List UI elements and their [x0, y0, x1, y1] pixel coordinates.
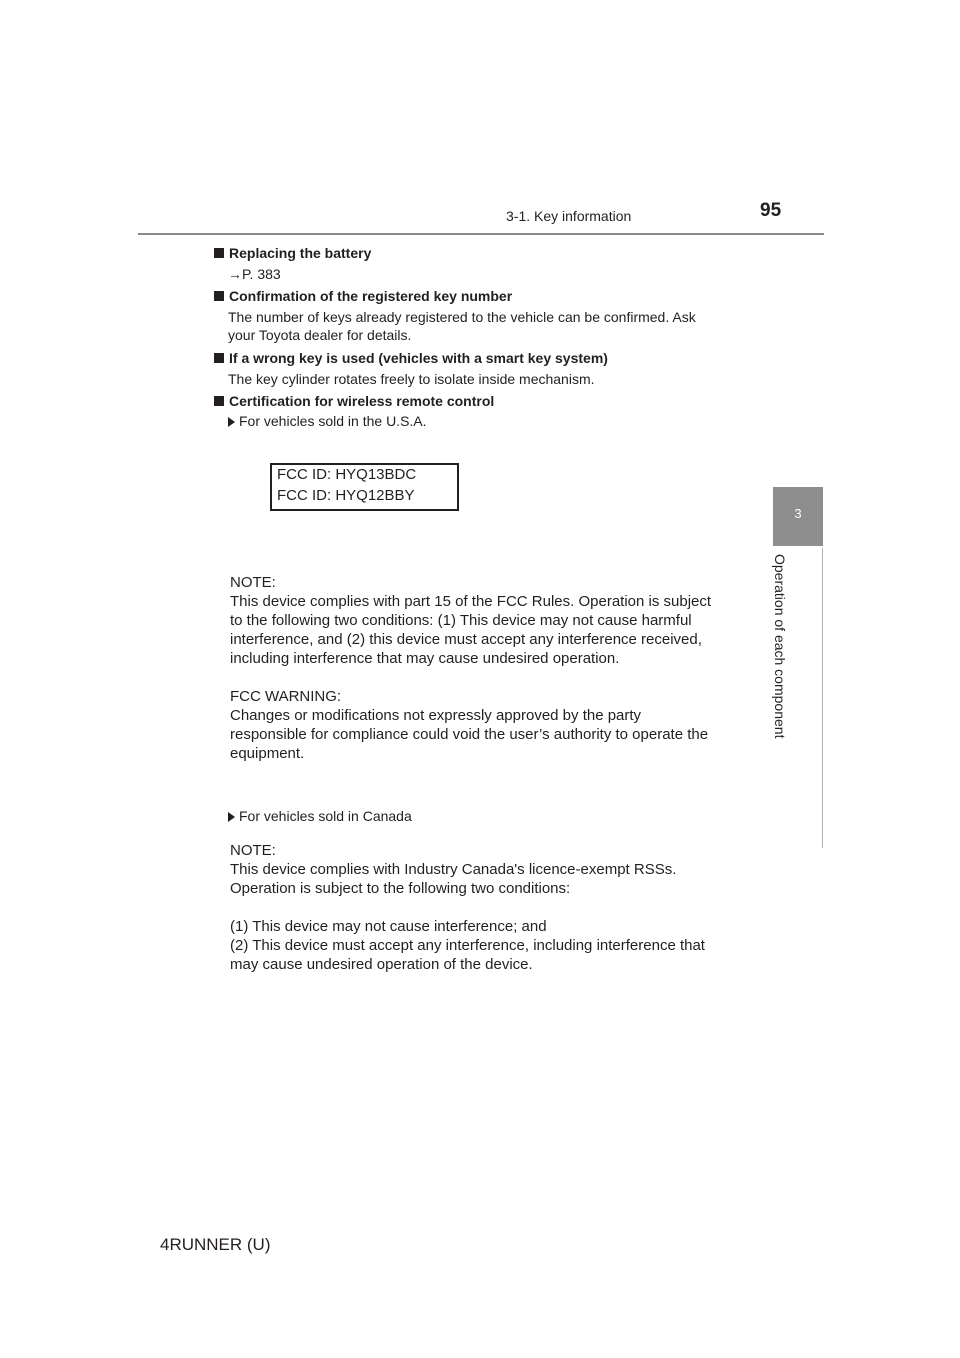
canada-condition-line: may cause undesired operation of the device.	[230, 956, 533, 973]
spacer	[230, 898, 705, 917]
usa-bullet: For vehicles sold in the U.S.A.	[228, 413, 427, 429]
battery-page-reference: →P. 383	[228, 266, 281, 282]
fcc-id-2: FCC ID: HYQ12BBY	[277, 487, 415, 504]
triangle-bullet-icon	[228, 812, 235, 822]
fcc-warning-line: responsible for compliance could void the user’s authority to operate the	[230, 726, 709, 743]
chapter-tab-number: 3	[794, 506, 802, 521]
heading-certification: Certification for wireless remote control	[214, 393, 494, 409]
side-rule	[822, 548, 823, 848]
fcc-id-box	[270, 463, 459, 511]
heading-wrong-key: If a wrong key is used (vehicles with a smart key system)	[214, 350, 608, 366]
square-bullet-icon	[214, 353, 224, 363]
heading-replacing-battery: Replacing the battery	[214, 245, 371, 261]
fcc-warning-line: Changes or modifications not expressly approved by the party	[230, 707, 642, 724]
usa-note-title: NOTE:	[230, 574, 276, 591]
header-section-title: 3-1. Key information	[506, 208, 632, 224]
usa-note-line: to the following two conditions: (1) This device may not cause harmful	[230, 612, 692, 629]
canada-condition-line: (1) This device may not cause interference; and	[230, 918, 547, 935]
chapter-label-text: Operation of each component	[772, 554, 788, 739]
square-bullet-icon	[214, 291, 224, 301]
canada-bullet: For vehicles sold in Canada	[228, 808, 412, 824]
canada-note-line: Operation is subject to the following two conditions:	[230, 880, 571, 897]
fcc-warning-title: FCC WARNING:	[230, 688, 342, 705]
usa-note-line: This device complies with part 15 of the FCC Rules. Operation is subject	[230, 593, 712, 610]
usa-note-line: interference, and (2) this device must accept any interference received,	[230, 631, 702, 648]
triangle-bullet-icon	[228, 417, 235, 427]
confirmation-line-1: The number of keys already registered to the vehicle can be confirmed. Ask	[228, 309, 696, 325]
fcc-warning-line: equipment.	[230, 745, 305, 762]
heading-confirmation: Confirmation of the registered key number	[214, 288, 512, 304]
confirmation-line-2: your Toyota dealer for details.	[228, 327, 412, 343]
page-number: 95	[760, 200, 782, 221]
square-bullet-icon	[214, 248, 224, 258]
canada-notice	[230, 841, 705, 974]
wrong-key-line-1: The key cylinder rotates freely to isolate inside mechanism.	[228, 371, 595, 387]
usa-note-line: including interference that may cause undesired operation.	[230, 650, 620, 667]
header-rule	[138, 233, 824, 235]
canada-condition-line: (2) This device must accept any interference, including interference that	[230, 937, 705, 954]
square-bullet-icon	[214, 396, 224, 406]
fcc-id-1: FCC ID: HYQ13BDC	[277, 466, 417, 483]
chapter-label	[764, 554, 814, 744]
spacer	[230, 668, 711, 687]
usa-notice	[230, 573, 711, 763]
canada-note-title: NOTE:	[230, 842, 276, 859]
footer-model: 4RUNNER (U)	[160, 1235, 271, 1254]
canada-note-line: This device complies with Industry Canada's licence-exempt RSSs.	[230, 861, 677, 878]
